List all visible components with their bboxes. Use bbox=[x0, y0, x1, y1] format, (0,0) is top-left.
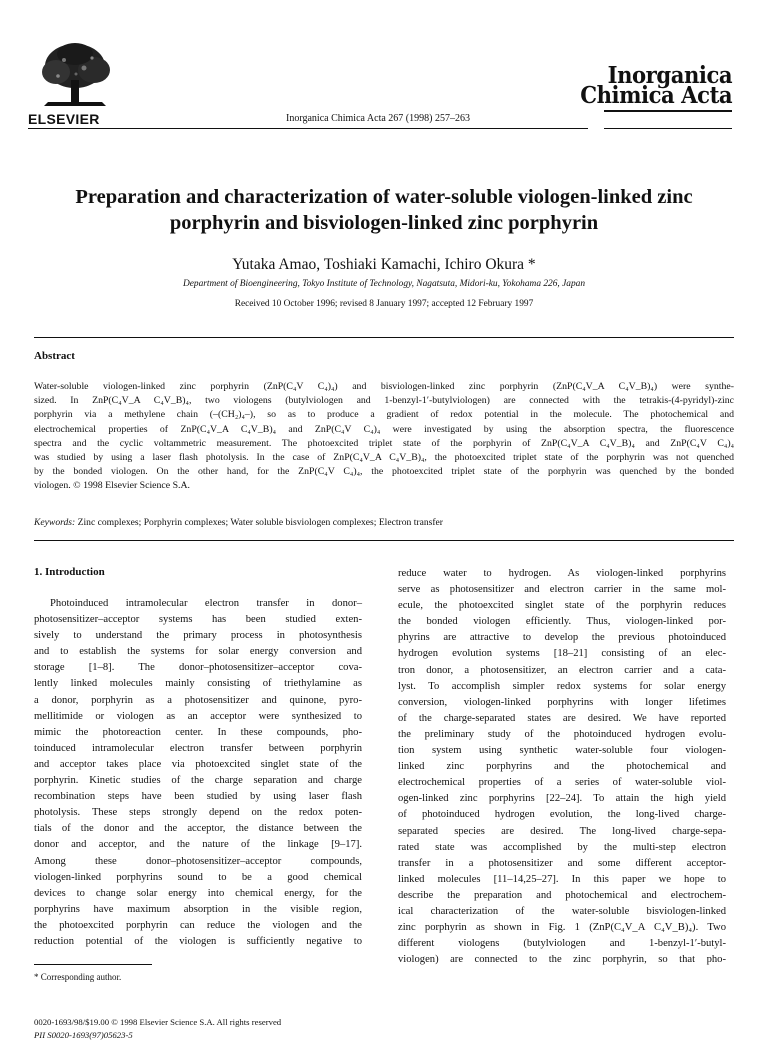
elsevier-tree-logo bbox=[34, 40, 116, 110]
body-line: reduction potential of the viologen is sufficiently negative to bbox=[34, 935, 362, 947]
keywords-rule bbox=[34, 540, 734, 541]
header-rule-left bbox=[28, 128, 588, 129]
body-line: ical characterization of the water-soluble bisviologen-linked bbox=[398, 905, 726, 917]
abstract-body bbox=[34, 380, 734, 494]
abstract-line: electrochemical properties of ZnP(C₄V_A C₄V_B)₄ and ZnP(C₄V C₄)₄ were investigated by using the absorption spectra, the fluorescence bbox=[34, 423, 734, 435]
body-line: a donor, porphyrin as a photosensitizer and quinone, pyro- bbox=[34, 694, 362, 706]
header-rule-right-bottom bbox=[604, 128, 732, 129]
body-line: toinduced intramolecular electron transfer between porphyrin bbox=[34, 742, 362, 754]
body-line: donor and acceptor, and the nature of the linkage [9–17]. bbox=[34, 839, 362, 851]
body-line: separated species are desired. The long-lived charge-sepa- bbox=[398, 825, 726, 837]
abstract-top-rule bbox=[34, 337, 734, 338]
body-line: zinc porphyrin as shown in Fig. 1 (ZnP(C₄V_A C₄V_B)₄). Two bbox=[398, 922, 726, 934]
body-line: ecule, the photoexcited singlet state of the porphyrin reduces bbox=[398, 600, 726, 612]
body-line: tials of the donor and the acceptor, the distance between the bbox=[34, 823, 362, 835]
body-line: porphyrin. Kinetic studies of the charge separation and charge bbox=[34, 775, 362, 787]
right-column bbox=[398, 566, 726, 968]
footnote: * Corresponding author. bbox=[34, 972, 122, 982]
journal-logo-line1: Inorganica bbox=[607, 62, 732, 89]
body-line: ogen-linked zinc porphyrins [22–24]. To attain the high yield bbox=[398, 793, 726, 805]
body-line: photolysis. These steps strongly depend on the redox poten- bbox=[34, 807, 362, 819]
body-line: of photoinduced hydrogen evolution, the long-lived charge- bbox=[398, 809, 726, 821]
abstract-line: by the bonded viologen. On the other hand, for the ZnP(C₄V C₄)₄, the photoexcited triplet state of the porphyrin was quenched by the bonded bbox=[34, 466, 734, 478]
body-line: Among these donor–photosensitizer–acceptor compounds, bbox=[34, 855, 362, 867]
abstract-line: Water-soluble viologen-linked zinc porphyrin (ZnP(C₄V C₄)₄) and bisviologen-linked zinc porphyrin (ZnP(C₄V_A C₄V_B)₄) were synthe- bbox=[34, 381, 734, 392]
body-line: mellitimide or viologen as an acceptor were synthesized to bbox=[34, 710, 362, 722]
keywords bbox=[34, 517, 443, 528]
body-line: porphyrins have maximum absorption in the visible region, bbox=[34, 903, 362, 915]
article-title bbox=[40, 184, 728, 236]
received-dates: Received 10 October 1996; revised 8 January 1997; accepted 12 February 1997 bbox=[234, 299, 534, 309]
body-line: electrochemical properties of a series of water-soluble viol- bbox=[398, 777, 726, 789]
abstract-line: spectra and the cyclic voltammetric measurement. The photoexcited triplet state of the porphyrin of ZnP(C₄V_A C₄V_B)₄ and ZnP(C₄V C₄)₄ bbox=[34, 437, 734, 449]
body-line: serve as photosensitizer and electron carrier in the same mol- bbox=[398, 584, 726, 596]
abstract-line: porphyrin via a methylene chain (–(CH₂)₄–), so as to produce a gradient of redox potential in the molecule. The photochemical and bbox=[34, 409, 734, 421]
copyright-issn bbox=[34, 1016, 281, 1042]
body-line: reduce water to hydrogen. As viologen-linked porphyrins bbox=[398, 568, 726, 579]
body-line: the bonded viologen efficiently. Thus, viologen-linked por- bbox=[398, 616, 726, 628]
body-line: viologen-linked porphyrins sound to be a good chemical bbox=[34, 871, 362, 883]
body-line: transfer in a photosensitizer and some different acceptor- bbox=[398, 857, 726, 869]
footnote-rule bbox=[34, 964, 152, 965]
keywords-label: Keywords: bbox=[34, 517, 76, 528]
body-line: different viologens (butylviologen and 1-benzyl-1′-butyl- bbox=[398, 938, 726, 950]
body-line: hydrogen evolution systems [18–21] consisting of an elec- bbox=[398, 648, 726, 660]
body-line: viologen) are connected to the zinc porphyrin, so that pho- bbox=[398, 954, 726, 966]
body-line: photosensitizer–acceptor systems has been studied exten- bbox=[34, 614, 362, 626]
journal-logo bbox=[567, 62, 732, 109]
abstract-line: was studied by using a laser flash photolysis. In the case of ZnP(C₄V_A C₄V_B)₄, the photoexcited triplet state of the porphyrin was not quenched bbox=[34, 452, 734, 464]
title-line: porphyrin and bisviologen-linked zinc porphyrin bbox=[169, 212, 599, 234]
header-rule-right bbox=[604, 110, 732, 112]
body-line: Photoinduced intramolecular electron transfer in donor– bbox=[50, 598, 362, 609]
body-line: sively to understand the primary process in photosynthesis bbox=[34, 630, 362, 642]
body-line: tron donor, a photosensitizer, an electron carrier and a cata- bbox=[398, 664, 726, 676]
left-column bbox=[34, 596, 362, 950]
section-heading: 1. Introduction bbox=[34, 566, 105, 578]
body-line: lyst. To accomplish simpler redox systems for solar energy bbox=[398, 680, 726, 692]
body-line: conversion, viologen-linked porphyrins with longer lifetimes bbox=[398, 696, 726, 708]
body-line: the photoexcited porphyrin can reduce the viologen and the bbox=[34, 919, 362, 931]
journal-logo-line2: Chimica Acta bbox=[580, 82, 732, 109]
affiliation: Department of Bioengineering, Tokyo Institute of Technology, Nagatsuta, Midori-ku, Yokohama 226, Japan bbox=[182, 279, 586, 289]
body-line: storage [1–8]. The donor–photosensitizer–acceptor cova- bbox=[34, 662, 362, 674]
body-line: linked zinc porphyrins and the photochemical and bbox=[398, 761, 726, 773]
journal-citation: Inorganica Chimica Acta 267 (1998) 257–263 bbox=[286, 113, 470, 124]
body-line: tion system using synthetic water-soluble four viologen- bbox=[398, 745, 726, 757]
body-line: and acceptor takes place via photoexcited singlet state of the bbox=[34, 758, 362, 770]
body-line: mimic the photoreaction center. In these compounds, pho- bbox=[34, 726, 362, 738]
authors: Yutaka Amao, Toshiaki Kamachi, Ichiro Okura * bbox=[232, 256, 536, 273]
pii-line: PII S0020-1693(97)05623-5 bbox=[34, 1030, 133, 1040]
abstract-heading: Abstract bbox=[34, 350, 75, 362]
body-line: lently linked molecules mainly consisting of triethylamine as bbox=[34, 678, 362, 690]
body-line: and to establish the systems for solar energy conversion and bbox=[34, 646, 362, 658]
keywords-text: Zinc complexes; Porphyrin complexes; Water soluble bisviologen complexes; Electron transfer bbox=[77, 517, 444, 528]
body-line: rated state was accomplished by the multi-step electron bbox=[398, 841, 726, 853]
body-line: describe the preparation and photochemical and electrochem- bbox=[398, 889, 726, 901]
publisher-name: ELSEVIER bbox=[28, 111, 100, 127]
abstract-line: sized. In ZnP(C₄V_A C₄V_B)₄, two viologens (butylviologen and 1-benzyl-1′-butylviologen) are connected with the tetrakis-(4-pyridyl)-zinc bbox=[34, 395, 734, 407]
title-line: Preparation and characterization of water-soluble viologen-linked zinc bbox=[75, 186, 693, 208]
body-line: phyrins are attractive to develop the previous photoinduced bbox=[398, 632, 726, 644]
body-line: the preliminary study of the photoinduced hydrogen evolu- bbox=[398, 728, 726, 740]
issn-line: 0020-1693/98/$19.00 © 1998 Elsevier Science S.A. All rights reserved bbox=[34, 1017, 282, 1027]
body-line: devices to change solar energy into chemical energy, for the bbox=[34, 887, 362, 899]
body-line: of the charge-separated states are desired. We have reported bbox=[398, 712, 726, 724]
abstract-line: viologen. © 1998 Elsevier Science S.A. bbox=[34, 480, 190, 492]
body-line: linked molecules [11–14,25–27]. In this paper we hope to bbox=[398, 873, 726, 885]
body-line: recombination steps have been studied by using laser flash bbox=[34, 791, 362, 803]
